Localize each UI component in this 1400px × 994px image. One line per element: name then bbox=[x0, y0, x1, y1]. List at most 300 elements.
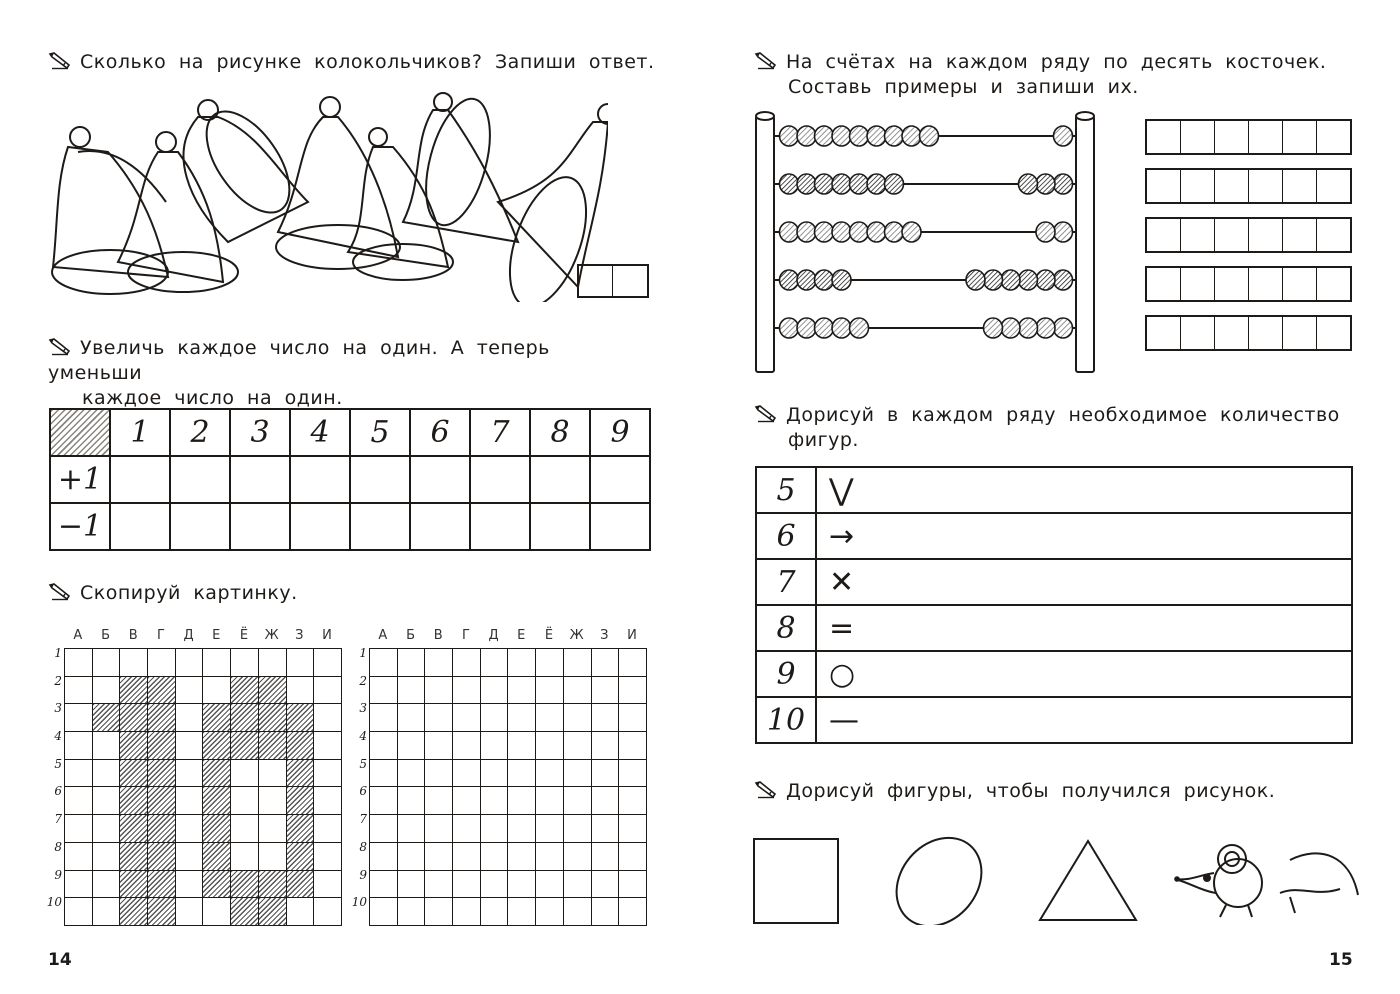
column-letter: Е bbox=[517, 628, 526, 643]
row-number: 8 bbox=[359, 839, 367, 854]
abacus-bead bbox=[815, 270, 834, 290]
grid-cell[interactable] bbox=[370, 704, 398, 732]
grid-cell[interactable] bbox=[453, 815, 481, 843]
abacus-bead bbox=[867, 126, 886, 146]
grid-cell[interactable] bbox=[536, 843, 564, 871]
grid-cell[interactable] bbox=[592, 871, 620, 899]
grid-cell bbox=[203, 760, 231, 788]
answer-box[interactable] bbox=[1317, 317, 1350, 349]
grid-cell[interactable] bbox=[398, 677, 426, 705]
grid-cell[interactable] bbox=[370, 677, 398, 705]
grid-cell bbox=[287, 898, 315, 926]
grid-cell bbox=[65, 871, 93, 899]
row-number: 9 bbox=[359, 867, 367, 882]
grid-cell bbox=[93, 871, 121, 899]
grid-cell[interactable] bbox=[453, 787, 481, 815]
grid-cell[interactable] bbox=[481, 843, 509, 871]
grid-cell[interactable] bbox=[398, 898, 426, 926]
grid-cell bbox=[203, 732, 231, 760]
column-letter: В bbox=[128, 628, 138, 643]
grid-cell[interactable] bbox=[619, 760, 647, 788]
task-draw-shapes-line2: фигур. bbox=[788, 429, 859, 451]
grid-cell[interactable] bbox=[398, 843, 426, 871]
grid-cell bbox=[176, 677, 204, 705]
abacus-bead bbox=[850, 222, 869, 242]
abacus-bead bbox=[797, 174, 816, 194]
grid-cell[interactable] bbox=[453, 649, 481, 677]
abacus-bead bbox=[815, 318, 834, 338]
grid-cell[interactable] bbox=[398, 760, 426, 788]
abacus-answer-rows bbox=[1145, 119, 1352, 364]
grid-cell[interactable] bbox=[370, 898, 398, 926]
grid-cell[interactable] bbox=[564, 815, 592, 843]
column-letter: Д bbox=[183, 628, 194, 643]
grid-cell[interactable] bbox=[481, 649, 509, 677]
abacus-bead bbox=[850, 126, 869, 146]
grid-cell[interactable] bbox=[453, 843, 481, 871]
grid-cell[interactable] bbox=[453, 760, 481, 788]
grid-cell bbox=[65, 898, 93, 926]
grid-cell[interactable] bbox=[481, 677, 509, 705]
grid-cell bbox=[65, 732, 93, 760]
grid-cell bbox=[287, 649, 315, 677]
task-complete-drawing-text: Дорисуй фигуры, чтобы получился рисунок. bbox=[786, 780, 1276, 802]
grid-cell[interactable] bbox=[536, 787, 564, 815]
grid-cell[interactable] bbox=[536, 649, 564, 677]
grid-cell[interactable] bbox=[619, 649, 647, 677]
grid-cell[interactable] bbox=[425, 677, 453, 705]
answer-box[interactable] bbox=[1249, 170, 1283, 202]
abacus-bead bbox=[984, 270, 1003, 290]
abacus-bead bbox=[797, 126, 816, 146]
grid-cell[interactable] bbox=[564, 843, 592, 871]
abacus-bead bbox=[1054, 270, 1073, 290]
grid-cell bbox=[203, 843, 231, 871]
grid-cell bbox=[287, 815, 315, 843]
row-label: −1 bbox=[50, 503, 110, 550]
bell-5 bbox=[348, 128, 453, 280]
grid-cell bbox=[148, 677, 176, 705]
abacus bbox=[752, 108, 1102, 378]
grid-cell[interactable] bbox=[592, 732, 620, 760]
task-abacus bbox=[754, 50, 1352, 100]
grid-cell[interactable] bbox=[508, 704, 536, 732]
bell-3 bbox=[184, 97, 308, 242]
column-letter: Г bbox=[461, 628, 470, 643]
grid-numbers-left bbox=[40, 634, 62, 911]
grid-cell bbox=[93, 760, 121, 788]
grid-cell bbox=[259, 898, 287, 926]
shape-cell[interactable]: — bbox=[816, 697, 1352, 743]
grid-cell[interactable] bbox=[398, 649, 426, 677]
grid-cell[interactable] bbox=[619, 898, 647, 926]
grid-cell bbox=[203, 677, 231, 705]
grid-cell[interactable] bbox=[453, 732, 481, 760]
grid-cell bbox=[314, 871, 342, 899]
grid-cell[interactable] bbox=[453, 871, 481, 899]
answer-box[interactable] bbox=[1181, 268, 1215, 300]
header-cell: 8 bbox=[530, 409, 590, 456]
answer-box[interactable] bbox=[1317, 121, 1350, 153]
grid-cell[interactable] bbox=[481, 732, 509, 760]
grid-cell bbox=[287, 732, 315, 760]
grid-cell bbox=[259, 871, 287, 899]
bell-2 bbox=[118, 132, 238, 292]
answer-box[interactable] bbox=[1181, 170, 1215, 202]
grid-cell bbox=[65, 704, 93, 732]
abacus-bead bbox=[1054, 222, 1073, 242]
shape-row bbox=[756, 467, 1352, 513]
task-increase bbox=[48, 336, 646, 411]
grid-cell bbox=[259, 815, 287, 843]
shape-cell[interactable]: ○ bbox=[816, 651, 1352, 697]
grid-cell[interactable] bbox=[481, 760, 509, 788]
shape-cell[interactable]: → bbox=[816, 513, 1352, 559]
abacus-bead bbox=[885, 222, 904, 242]
grid-cell[interactable] bbox=[508, 871, 536, 899]
pencil-icon bbox=[48, 583, 72, 601]
task-draw-shapes bbox=[754, 403, 1352, 453]
grid-cell bbox=[259, 787, 287, 815]
grid-cell[interactable] bbox=[398, 815, 426, 843]
grid-cell bbox=[148, 898, 176, 926]
grid-cell bbox=[259, 843, 287, 871]
task-increase-line1: Увеличь каждое число на один. А теперь уменьши bbox=[48, 337, 550, 384]
grid-cell bbox=[314, 760, 342, 788]
row-number: 1 bbox=[54, 646, 62, 660]
grid-cell[interactable] bbox=[508, 898, 536, 926]
sample-grid bbox=[64, 648, 342, 926]
grid-cell bbox=[93, 704, 121, 732]
grid-cell[interactable] bbox=[592, 898, 620, 926]
abacus-bead bbox=[797, 222, 816, 242]
grid-cell[interactable] bbox=[536, 732, 564, 760]
answer-row[interactable] bbox=[1145, 266, 1352, 302]
plus-one-row bbox=[50, 456, 650, 503]
grid-cell[interactable] bbox=[592, 815, 620, 843]
abacus-bead bbox=[832, 270, 851, 290]
pencil-icon bbox=[754, 781, 778, 799]
copy-grid[interactable] bbox=[369, 648, 647, 926]
grid-cell[interactable] bbox=[564, 871, 592, 899]
column-letter: З bbox=[295, 628, 304, 643]
grid-cell[interactable] bbox=[425, 787, 453, 815]
answer-box[interactable] bbox=[1147, 268, 1181, 300]
abacus-bead bbox=[984, 318, 1003, 338]
grid-cell[interactable] bbox=[619, 871, 647, 899]
grid-cell[interactable] bbox=[370, 871, 398, 899]
grid-cell[interactable] bbox=[592, 843, 620, 871]
answer-row[interactable] bbox=[1145, 168, 1352, 204]
row-number: 5 bbox=[54, 756, 62, 771]
answer-box[interactable] bbox=[1215, 121, 1249, 153]
answer-box[interactable] bbox=[1181, 219, 1215, 251]
grid-cell[interactable] bbox=[481, 871, 509, 899]
answer-box[interactable] bbox=[1283, 268, 1317, 300]
grid-cell bbox=[93, 787, 121, 815]
answer-box[interactable] bbox=[1249, 268, 1283, 300]
row-number: 8 bbox=[756, 605, 816, 651]
grid-cell bbox=[287, 704, 315, 732]
abacus-bead bbox=[1019, 318, 1038, 338]
grid-cell[interactable] bbox=[564, 732, 592, 760]
answer-box[interactable] bbox=[1181, 121, 1215, 153]
column-letter: Ж bbox=[569, 628, 584, 643]
grid-cell[interactable] bbox=[536, 815, 564, 843]
bells-answer-boxes[interactable] bbox=[577, 264, 649, 298]
grid-cell[interactable] bbox=[536, 871, 564, 899]
grid-cell bbox=[314, 815, 342, 843]
grid-cell bbox=[93, 677, 121, 705]
pencil-icon bbox=[754, 405, 778, 423]
grid-cell bbox=[120, 871, 148, 899]
grid-cell bbox=[65, 787, 93, 815]
shape-row bbox=[756, 559, 1352, 605]
grid-cell bbox=[120, 898, 148, 926]
grid-cell[interactable] bbox=[370, 760, 398, 788]
answer-box[interactable] bbox=[1181, 317, 1215, 349]
grid-cell[interactable] bbox=[508, 732, 536, 760]
answer-box[interactable] bbox=[613, 266, 647, 296]
grid-cell[interactable] bbox=[564, 677, 592, 705]
shape-cell[interactable]: ✕ bbox=[816, 559, 1352, 605]
grid-cell bbox=[231, 732, 259, 760]
column-letter: И bbox=[322, 628, 332, 643]
grid-cell bbox=[314, 843, 342, 871]
grid-cell bbox=[231, 649, 259, 677]
grid-cell[interactable] bbox=[619, 704, 647, 732]
abacus-bead bbox=[780, 126, 799, 146]
abacus-bead bbox=[885, 174, 904, 194]
header-cell: 7 bbox=[470, 409, 530, 456]
grid-cell[interactable] bbox=[425, 732, 453, 760]
grid-cell[interactable] bbox=[370, 843, 398, 871]
grid-cell bbox=[176, 649, 204, 677]
shapes-drawing-area[interactable] bbox=[750, 825, 1365, 925]
answer-box[interactable] bbox=[1283, 317, 1317, 349]
grid-cell bbox=[314, 649, 342, 677]
grid-cell bbox=[148, 732, 176, 760]
answer-box[interactable] bbox=[1283, 121, 1317, 153]
grid-cell bbox=[314, 677, 342, 705]
grid-cell[interactable] bbox=[564, 760, 592, 788]
header-cell: 1 bbox=[110, 409, 170, 456]
grid-cell bbox=[259, 732, 287, 760]
answer-box[interactable] bbox=[579, 266, 613, 296]
column-letter: А bbox=[378, 628, 388, 643]
shape-cell[interactable]: = bbox=[816, 605, 1352, 651]
answer-box[interactable] bbox=[1147, 219, 1181, 251]
grid-cell[interactable] bbox=[453, 704, 481, 732]
answer-box[interactable] bbox=[1249, 317, 1283, 349]
answer-box[interactable] bbox=[1147, 121, 1181, 153]
grid-cell bbox=[176, 760, 204, 788]
grid-cell bbox=[65, 815, 93, 843]
grid-cell bbox=[176, 871, 204, 899]
grid-cell[interactable] bbox=[619, 787, 647, 815]
grid-cell[interactable] bbox=[425, 871, 453, 899]
grid-cell bbox=[120, 787, 148, 815]
abacus-bead bbox=[885, 126, 904, 146]
grid-cell[interactable] bbox=[564, 649, 592, 677]
grid-cell[interactable] bbox=[370, 787, 398, 815]
answer-box[interactable] bbox=[1215, 170, 1249, 202]
grid-cell[interactable] bbox=[453, 898, 481, 926]
answer-box[interactable] bbox=[1215, 317, 1249, 349]
answer-row[interactable] bbox=[1145, 119, 1352, 155]
shape-row bbox=[756, 651, 1352, 697]
grid-cell[interactable] bbox=[536, 898, 564, 926]
grid-cell[interactable] bbox=[370, 649, 398, 677]
answer-box[interactable] bbox=[1147, 317, 1181, 349]
grid-cell[interactable] bbox=[619, 815, 647, 843]
grid-cell[interactable] bbox=[592, 760, 620, 788]
grid-cell[interactable] bbox=[425, 898, 453, 926]
answer-box[interactable] bbox=[1283, 219, 1317, 251]
grid-cell[interactable] bbox=[425, 704, 453, 732]
column-letter: Г bbox=[156, 628, 165, 643]
grid-cell bbox=[65, 677, 93, 705]
grid-cell[interactable] bbox=[481, 787, 509, 815]
answer-box[interactable] bbox=[1147, 170, 1181, 202]
grid-cell bbox=[120, 815, 148, 843]
grid-cell bbox=[176, 898, 204, 926]
grid-cell[interactable] bbox=[592, 677, 620, 705]
grid-cell[interactable] bbox=[398, 732, 426, 760]
pencil-icon bbox=[754, 52, 778, 70]
abacus-bead bbox=[797, 318, 816, 338]
grid-cell bbox=[203, 649, 231, 677]
grid-cell[interactable] bbox=[370, 732, 398, 760]
row-number: 1 bbox=[359, 646, 367, 660]
answer-box[interactable] bbox=[1317, 219, 1350, 251]
grid-cell[interactable] bbox=[481, 704, 509, 732]
grid-cell[interactable] bbox=[508, 843, 536, 871]
grid-cell[interactable] bbox=[508, 677, 536, 705]
header-cell: 4 bbox=[290, 409, 350, 456]
grid-cell[interactable] bbox=[536, 677, 564, 705]
grid-cell[interactable] bbox=[508, 649, 536, 677]
grid-cell[interactable] bbox=[564, 704, 592, 732]
grid-cell[interactable] bbox=[398, 787, 426, 815]
column-letter: З bbox=[600, 628, 609, 643]
grid-cell[interactable] bbox=[481, 898, 509, 926]
grid-cell bbox=[93, 815, 121, 843]
grid-cell bbox=[287, 787, 315, 815]
answer-box[interactable] bbox=[1317, 268, 1350, 300]
grid-cell[interactable] bbox=[508, 815, 536, 843]
answer-row[interactable] bbox=[1145, 217, 1352, 253]
answer-row[interactable] bbox=[1145, 315, 1352, 351]
grid-letters-right bbox=[369, 628, 646, 643]
row-number: 9 bbox=[54, 867, 62, 882]
grid-cell bbox=[314, 732, 342, 760]
grid-cell bbox=[231, 760, 259, 788]
oval-shape bbox=[879, 825, 999, 925]
answer-box[interactable] bbox=[1249, 121, 1283, 153]
task-copy bbox=[48, 581, 298, 606]
grid-cell[interactable] bbox=[425, 815, 453, 843]
grid-letters-left bbox=[64, 628, 341, 643]
abacus-bead bbox=[902, 222, 921, 242]
task-copy-text: Скопируй картинку. bbox=[80, 582, 298, 604]
grid-cell bbox=[287, 677, 315, 705]
row-number: 7 bbox=[359, 812, 367, 827]
grid-cell[interactable] bbox=[592, 787, 620, 815]
row-number: 4 bbox=[54, 729, 62, 744]
grid-cell[interactable] bbox=[508, 787, 536, 815]
square-shape bbox=[754, 839, 838, 923]
abacus-bead bbox=[832, 174, 851, 194]
grid-cell[interactable] bbox=[592, 704, 620, 732]
abacus-bead bbox=[1036, 318, 1055, 338]
grid-cell[interactable] bbox=[453, 677, 481, 705]
header-cell: 2 bbox=[170, 409, 230, 456]
answer-box[interactable] bbox=[1215, 219, 1249, 251]
grid-cell bbox=[231, 787, 259, 815]
answer-box[interactable] bbox=[1249, 219, 1283, 251]
grid-cell[interactable] bbox=[425, 843, 453, 871]
abacus-bead bbox=[780, 270, 799, 290]
page-number-right: 15 bbox=[1329, 950, 1353, 970]
grid-cell[interactable] bbox=[564, 787, 592, 815]
grid-cell[interactable] bbox=[398, 871, 426, 899]
answer-box[interactable] bbox=[1283, 170, 1317, 202]
column-letter: И bbox=[627, 628, 637, 643]
grid-cell[interactable] bbox=[481, 815, 509, 843]
grid-cell[interactable] bbox=[536, 704, 564, 732]
header-cell: 5 bbox=[350, 409, 410, 456]
grid-cell[interactable] bbox=[619, 677, 647, 705]
grid-cell[interactable] bbox=[425, 649, 453, 677]
answer-box[interactable] bbox=[1317, 170, 1350, 202]
grid-cell[interactable] bbox=[398, 704, 426, 732]
grid-cell bbox=[120, 732, 148, 760]
row-number: 2 bbox=[359, 673, 367, 688]
grid-cell[interactable] bbox=[536, 760, 564, 788]
abacus-bead bbox=[780, 318, 799, 338]
grid-cell bbox=[259, 649, 287, 677]
grid-cell bbox=[120, 704, 148, 732]
grid-cell[interactable] bbox=[619, 843, 647, 871]
row-number: 4 bbox=[359, 729, 367, 744]
grid-cell bbox=[203, 871, 231, 899]
grid-cell bbox=[176, 815, 204, 843]
grid-cell bbox=[120, 843, 148, 871]
shape-cell[interactable]: ⋁ bbox=[816, 467, 1352, 513]
row-number: 10 bbox=[351, 895, 367, 910]
row-number: 6 bbox=[359, 784, 367, 799]
grid-cell bbox=[231, 843, 259, 871]
column-letter: А bbox=[73, 628, 83, 643]
grid-cell[interactable] bbox=[370, 815, 398, 843]
row-number: 10 bbox=[756, 697, 816, 743]
grid-cell[interactable] bbox=[508, 760, 536, 788]
answer-box[interactable] bbox=[1215, 268, 1249, 300]
grid-cell[interactable] bbox=[592, 649, 620, 677]
grid-cell[interactable] bbox=[564, 898, 592, 926]
grid-cell bbox=[231, 898, 259, 926]
abacus-bead bbox=[1001, 318, 1020, 338]
grid-cell[interactable] bbox=[425, 760, 453, 788]
grid-cell[interactable] bbox=[619, 732, 647, 760]
abacus-bead bbox=[1001, 270, 1020, 290]
grid-cell bbox=[120, 649, 148, 677]
grid-cell bbox=[203, 787, 231, 815]
row-number: 7 bbox=[756, 559, 816, 605]
grid-cell bbox=[120, 677, 148, 705]
grid-cell bbox=[176, 787, 204, 815]
